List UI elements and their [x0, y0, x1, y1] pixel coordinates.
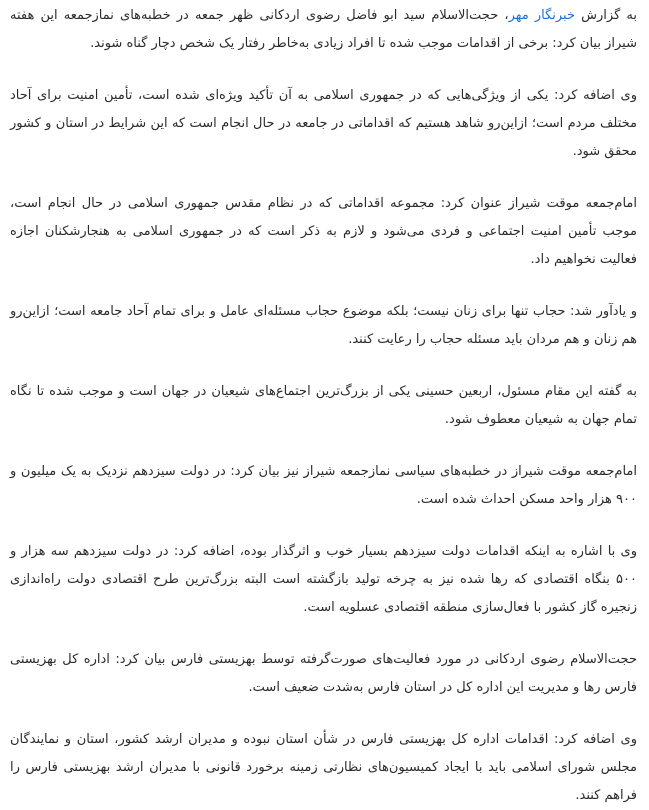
paragraph-hijab: و یادآور شد: حجاب تنها برای زنان نیست؛ بلکه موضوع حجاب مسئله‌ای عامل و برای تمام آحاد جامعه است؛ ازاین‌رو هم زنان و هم مردان باید مسئله حجاب را رعایت کنند.	[10, 304, 637, 347]
paragraph-welfare-oversight: وی اضافه کرد: اقدامات اداره کل بهزیستی فارس در شأن استان نبوده و مدیران ارشد کشور، استان و نمایندگان مجلس شورای اسلامی باید با ایجاد کمیسیون‌های نظارتی زمینه برخورد قانونی با مدیران ارشد بهزیستی فارس را فراهم کنند.	[10, 732, 637, 803]
paragraph-social-security: امام‌جمعه موقت شیراز عنوان کرد: مجموعه اقداماتی که در نظام مقدس جمهوری اسلامی در حال انجام است، موجب تأمین امنیت اجتماعی و فردی می‌شود و لازم به ذکر است که در جمهوری اسلامی به هنجارشکنان اجازه فعالیت نخواهیم داد.	[10, 196, 637, 267]
paragraph-housing: امام‌جمعه موقت شیراز در خطبه‌های سیاسی نمازجمعه شیراز نیز بیان کرد: در دولت سیزدهم نزدیک به یک میلیون و ۹۰۰ هزار واحد مسکن احداث شده است.	[10, 464, 637, 507]
paragraph-economy: وی با اشاره به اینکه اقدامات دولت سیزدهم بسیار خوب و اثرگذار بوده، اضافه کرد: در دولت سیزدهم سه هزار و ۵۰۰ بنگاه اقتصادی که رها شده نیز به چرخه تولید بازگشته است البته بزرگ‌ترین طرح اقتصادی دولت راه‌اندازی زنجیره گاز کشور با فعال‌سازی منطقه اقتصادی عسلویه است.	[10, 544, 637, 615]
reporter-link[interactable]: خبرنگار مهر	[508, 8, 576, 23]
paragraph-security: وی اضافه کرد: یکی از ویژگی‌هایی که در جمهوری اسلامی به آن تأکید ویژه‌ای شده است، تأمین امنیت برای آحاد مختلف مردم است؛ ازاین‌رو شاهد هستیم که اقداماتی در جامعه در حال انجام است که این شرایط در استان و کشور محقق شود.	[10, 88, 637, 159]
paragraph-arbaeen: به گفته این مقام مسئول، اربعین حسینی یکی از بزرگ‌ترین اجتماع‌های شیعیان در جهان است و موجب شده تا نگاه تمام جهان به شیعیان معطوف شود.	[10, 384, 637, 427]
paragraph-intro-prefix: به گزارش	[575, 8, 637, 23]
paragraph-intro-rest: ، حجت‌الاسلام سید ابو فاضل رضوی اردکانی ظهر جمعه در خطبه‌های نمازجمعه این هفته شیراز بیان کرد: برخی از اقدامات موجب شده تا افراد زیادی به‌خاطر رفتار یک شخص دچار گناه شوند.	[10, 8, 637, 51]
paragraph-welfare: حجت‌الاسلام رضوی اردکانی در مورد فعالیت‌های صورت‌گرفته توسط بهزیستی فارس بیان کرد: اداره کل بهزیستی فارس رها و مدیریت این اداره کل در استان فارس به‌شدت ضعیف است.	[10, 652, 637, 695]
paragraph-intro	[10, 2, 637, 58]
